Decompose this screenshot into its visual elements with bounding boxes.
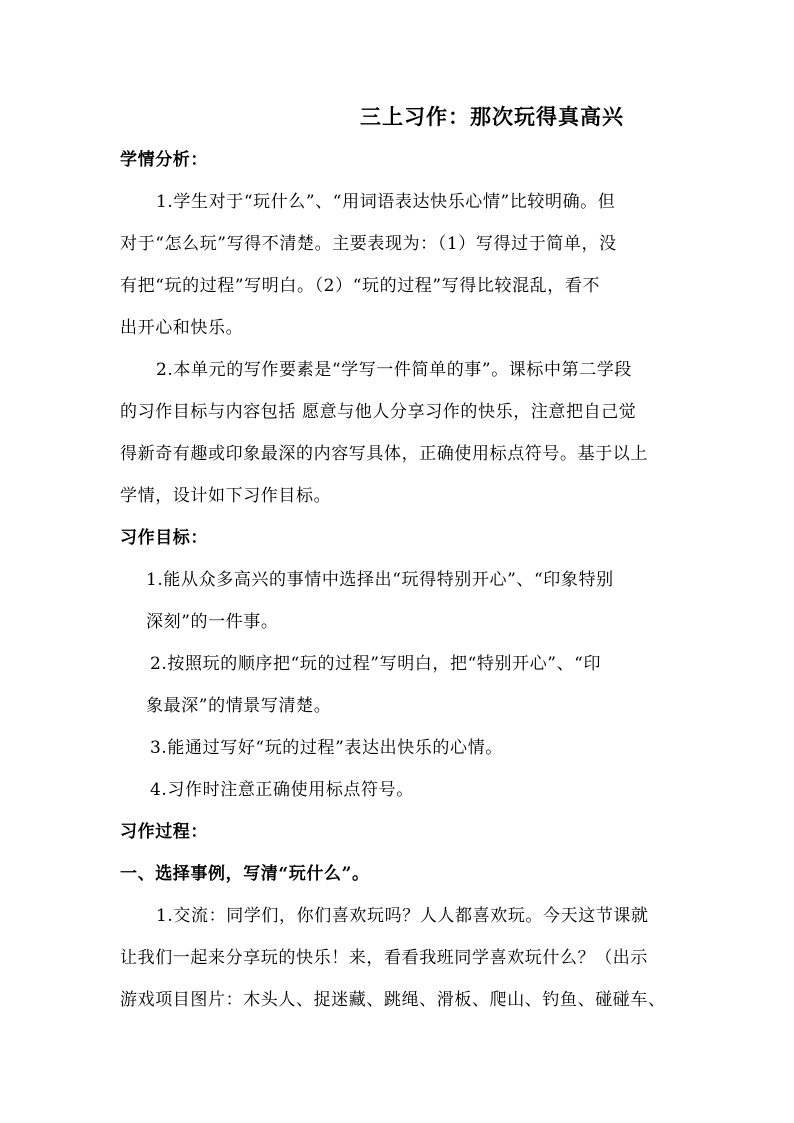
- analysis-para2-line2: 的习作目标与内容包括 愿意与他人分享习作的快乐，注意把自己觉: [120, 402, 637, 422]
- goal4: 4.习作时注意正确使用标点符号。: [150, 780, 414, 800]
- goal2-line1: 2.按照玩的顺序把“玩的过程”写明白，把“特别开心”、“印: [150, 654, 602, 674]
- analysis-para2-line4: 学情，设计如下习作目标。: [120, 486, 332, 506]
- goal3: 3.能通过写好“玩的过程”表达出快乐的心情。: [150, 738, 503, 758]
- heading-process: 习作过程：: [120, 822, 208, 842]
- page-title: 三上习作：那次玩得真高兴: [360, 104, 624, 129]
- analysis-para1-line4: 出开心和快乐。: [120, 318, 244, 338]
- goal1-line2: 深刻”的一件事。: [146, 612, 279, 632]
- step1-line3: 游戏项目图片：木头人、捉迷藏、跳绳、滑板、爬山、钓鱼、碰碰车、: [120, 990, 666, 1010]
- analysis-para2-line1: 2.本单元的写作要素是“学写一件简单的事”。课标中第二学段: [156, 360, 633, 380]
- analysis-para1-line1: 1.学生对于“玩什么”、“用词语表达快乐心情”比较明确。但: [156, 192, 616, 212]
- analysis-para2-line3: 得新奇有趣或印象最深的内容写具体，正确使用标点符号。基于以上: [120, 444, 648, 464]
- goal2-line2: 象最深”的情景写清楚。: [146, 696, 332, 716]
- heading-goals: 习作目标：: [120, 528, 208, 548]
- goal1-line1: 1.能从众多高兴的事情中选择出“玩得特别开心”、“印象特别: [146, 570, 614, 590]
- step1-line2: 让我们一起来分享玩的快乐！来，看看我班同学喜欢玩什么？（出示: [120, 948, 648, 968]
- step1-heading: 一、选择事例，写清“玩什么”。: [120, 864, 370, 884]
- analysis-para1-line2: 对于“怎么玩”写得不清楚。主要表现为：（1）写得过于简单，没: [120, 234, 617, 254]
- analysis-para1-line3: 有把“玩的过程”写明白。（2）“玩的过程”写得比较混乱，看不: [120, 276, 601, 296]
- step1-line1: 1.交流：同学们，你们喜欢玩吗？人人都喜欢玩。今天这节课就: [156, 906, 649, 926]
- heading-analysis: 学情分析：: [120, 150, 208, 170]
